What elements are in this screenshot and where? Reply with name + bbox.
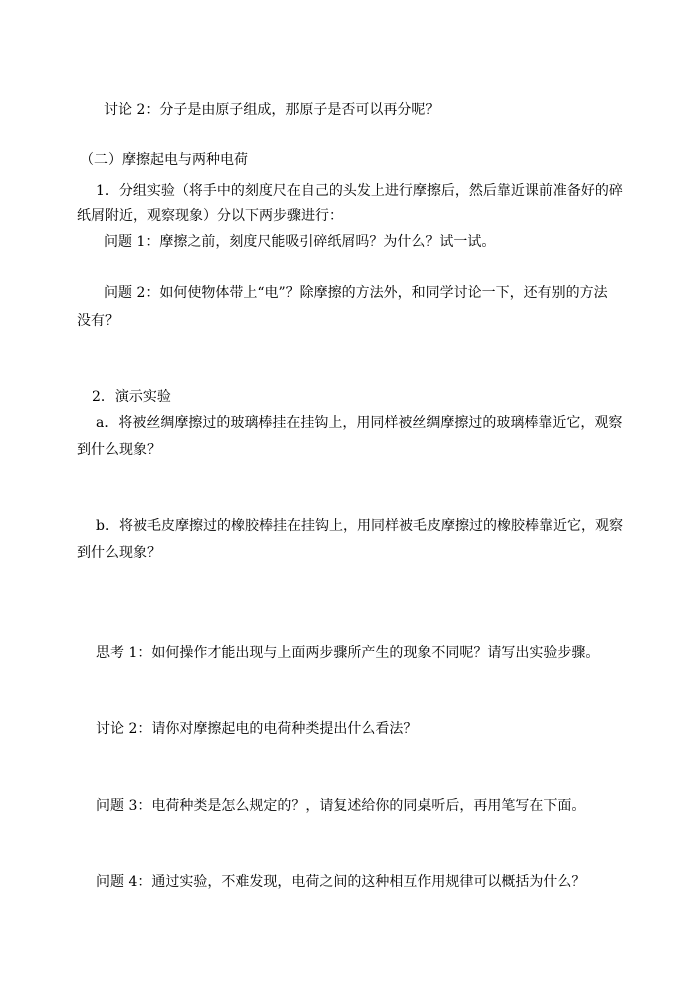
item-a-line2: 到什么现象？: [77, 442, 161, 458]
thinking-1: 思考 1：如何操作才能出现与上面两步骤所产生的现象不同呢？请写出实验步骤。: [96, 645, 600, 661]
item-1-line1: 1．分组实验（将手中的刻度尺在自己的头发上进行摩擦后，然后靠近课前准备好的碎: [96, 183, 623, 199]
item-b-line1: b．将被毛皮摩擦过的橡胶棒挂在挂钩上，用同样被毛皮摩擦过的橡胶棒靠近它，观察: [96, 518, 623, 534]
discussion-2-atom: 讨论 2：分子是由原子组成，那原子是否可以再分呢？: [104, 102, 440, 118]
question-3: 问题 3：电荷种类是怎么规定的？，请复述给你的同桌听后，再用笔写在下面。: [96, 798, 586, 814]
section-2-heading: （二）摩擦起电与两种电荷: [80, 152, 248, 168]
item-b-line2: 到什么现象？: [77, 545, 161, 561]
item-2-heading: 2．演示实验: [92, 389, 171, 405]
question-1: 问题 1：摩擦之前，刻度尺能吸引碎纸屑吗？为什么？试一试。: [104, 234, 496, 250]
item-a-line1: a．将被丝绸摩擦过的玻璃棒挂在挂钩上，用同样被丝绸摩擦过的玻璃棒靠近它，观察: [96, 415, 623, 431]
question-4: 问题 4：通过实验，不难发现，电荷之间的这种相互作用规律可以概括为什么？: [96, 874, 586, 890]
discussion-2-charge: 讨论 2：请你对摩擦起电的电荷种类提出什么看法？: [96, 721, 418, 737]
question-2-line2: 没有？: [77, 313, 119, 329]
item-1-line2: 纸屑附近，观察现象）分以下两步骤进行：: [77, 208, 343, 224]
question-2-line1: 问题 2：如何使物体带上“电”？除摩擦的方法外，和同学讨论一下，还有别的方法: [104, 285, 608, 301]
